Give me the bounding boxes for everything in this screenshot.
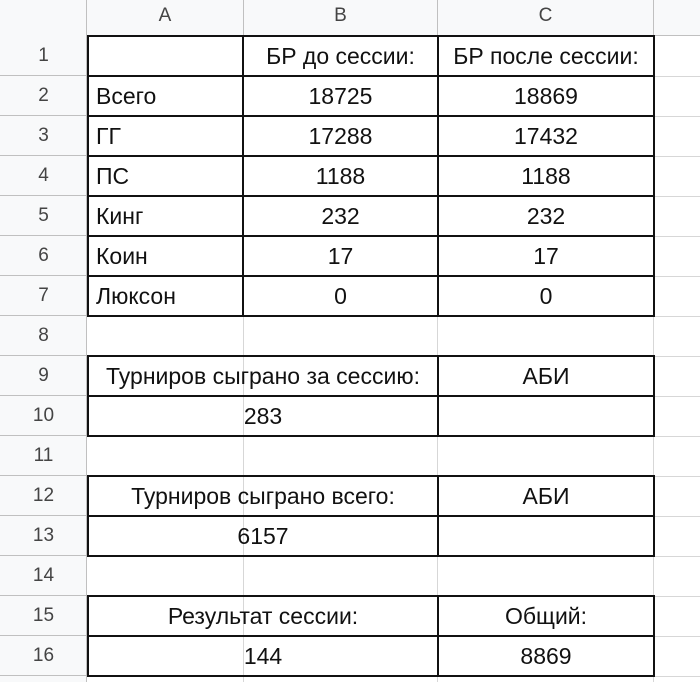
cell-b3[interactable]: 17288: [308, 122, 373, 149]
row-header-4[interactable]: 4: [0, 156, 87, 196]
cell-a16-merged[interactable]: 144: [243, 642, 283, 669]
cell-c6[interactable]: 17: [533, 242, 559, 269]
cell-b6[interactable]: 17: [327, 242, 354, 269]
row-header-8[interactable]: 8: [0, 316, 87, 356]
column-header-b[interactable]: B: [244, 0, 438, 36]
cell-c15[interactable]: Общий:: [504, 602, 588, 629]
cell-c9[interactable]: АБИ: [522, 362, 570, 389]
cell-a15-merged[interactable]: Результат сессии:: [167, 602, 359, 629]
column-header-d[interactable]: [654, 0, 700, 36]
row-header-5[interactable]: 5: [0, 196, 87, 236]
cell-a6[interactable]: Коин: [96, 242, 148, 269]
cell-c10[interactable]: [439, 397, 653, 435]
row-header-14[interactable]: 14: [0, 556, 87, 596]
select-all-corner[interactable]: [0, 0, 87, 36]
cell-border: [87, 315, 655, 317]
cell-b7[interactable]: 0: [334, 282, 347, 309]
cell-border: [653, 356, 655, 437]
cell-a7[interactable]: Люксон: [96, 282, 176, 309]
cell-c3[interactable]: 17432: [514, 122, 578, 149]
cell-a12-merged[interactable]: Турниров сыграно всего:: [131, 482, 395, 509]
cell-border: [653, 36, 655, 317]
cell-a2[interactable]: Всего: [96, 82, 157, 109]
cell-a10-merged[interactable]: 283: [243, 402, 283, 429]
column-header-c[interactable]: C: [438, 0, 654, 36]
row-header-15[interactable]: 15: [0, 596, 87, 636]
row-header-bar: [0, 36, 87, 682]
cell-c12[interactable]: АБИ: [522, 482, 570, 509]
cell-b1[interactable]: БР до сессии:: [266, 42, 415, 69]
row-header-16[interactable]: 16: [0, 636, 87, 676]
cell-c13[interactable]: [439, 517, 653, 555]
cell-c5[interactable]: 232: [526, 202, 566, 229]
cell-border: [653, 476, 655, 557]
row-header-13[interactable]: 13: [0, 516, 87, 556]
row-header-10[interactable]: 10: [0, 396, 87, 436]
cell-b2[interactable]: 18725: [308, 82, 373, 109]
cell-border: [653, 596, 655, 677]
cell-border: [87, 555, 655, 557]
row-header-1[interactable]: 1: [0, 36, 87, 76]
cell-a5[interactable]: Кинг: [96, 202, 144, 229]
cell-border: [87, 435, 655, 437]
cell-c16[interactable]: 8869: [520, 642, 572, 669]
cell-a3[interactable]: ГГ: [96, 122, 121, 149]
row-header-2[interactable]: 2: [0, 76, 87, 116]
cell-border: [87, 675, 655, 677]
cell-a1[interactable]: [89, 37, 242, 75]
row-header-3[interactable]: 3: [0, 116, 87, 156]
cell-c4[interactable]: 1188: [521, 162, 571, 189]
cell-b5[interactable]: 232: [321, 202, 360, 229]
row-header-12[interactable]: 12: [0, 476, 87, 516]
cell-a4[interactable]: ПС: [96, 162, 130, 189]
row-header-6[interactable]: 6: [0, 236, 87, 276]
cell-c1[interactable]: БР после сессии:: [453, 42, 639, 69]
cell-b4[interactable]: 1188: [315, 162, 366, 189]
row-header-9[interactable]: 9: [0, 356, 87, 396]
column-header-a[interactable]: A: [87, 0, 244, 36]
row-header-11[interactable]: 11: [0, 436, 87, 476]
cell-a9-merged[interactable]: Турниров сыграно за сессию:: [106, 362, 420, 389]
row-header-7[interactable]: 7: [0, 276, 87, 316]
cell-c7[interactable]: 0: [539, 282, 553, 309]
cell-a13-merged[interactable]: 6157: [237, 522, 289, 549]
cell-c2[interactable]: 18869: [514, 82, 578, 109]
